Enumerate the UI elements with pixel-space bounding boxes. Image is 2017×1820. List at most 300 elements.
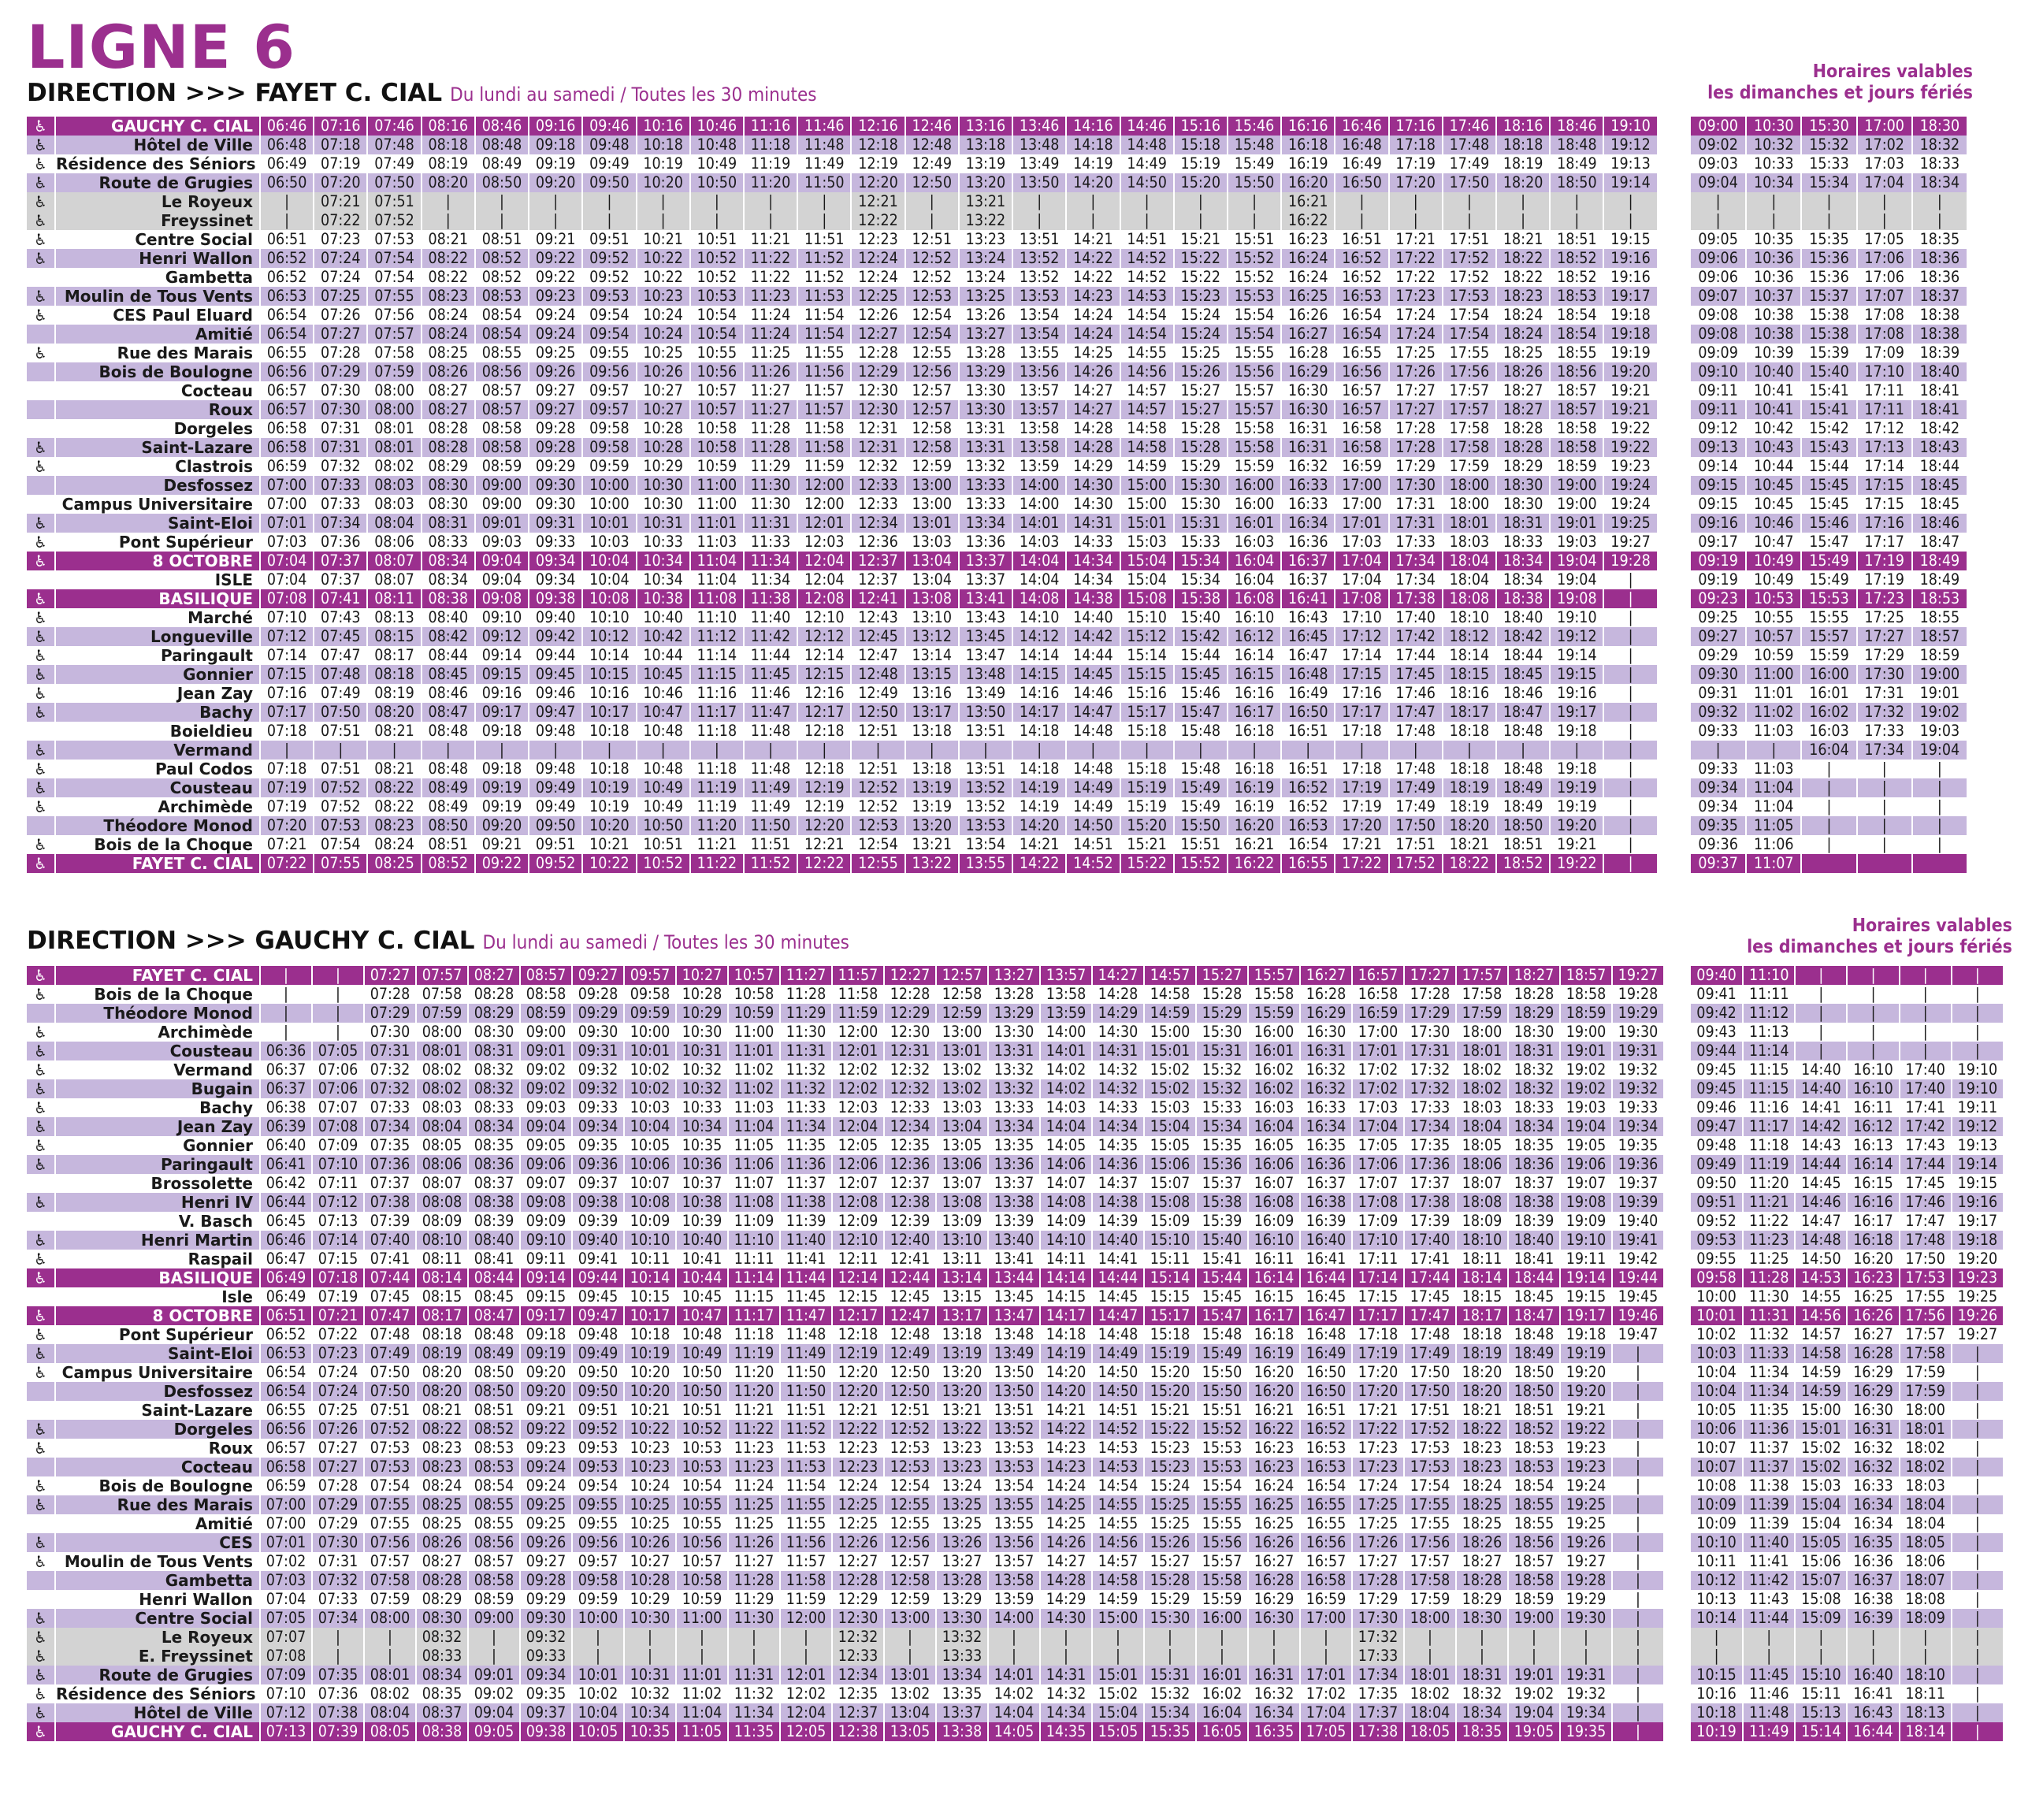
departure-time: 16:51 bbox=[1281, 722, 1335, 741]
sunday-timetable-row bbox=[1691, 1004, 2004, 1023]
departure-time: | bbox=[1443, 192, 1496, 211]
departure-time: 11:07 bbox=[728, 1174, 780, 1193]
departure-time: 12:36 bbox=[884, 1155, 936, 1174]
departure-time: 07:25 bbox=[312, 1401, 364, 1420]
no-accessibility-icon bbox=[27, 419, 55, 438]
stop-name: Jean Zay bbox=[55, 684, 260, 703]
departure-time: 11:11 bbox=[728, 1250, 780, 1268]
sunday-departure-time: 18:53 bbox=[1912, 589, 1967, 608]
departure-time: 18:48 bbox=[1496, 760, 1550, 778]
sunday-departure-time: 15:00 bbox=[1795, 1401, 1847, 1420]
sunday-departure-time: 09:52 bbox=[1691, 1212, 1743, 1231]
departure-time: 09:58 bbox=[582, 419, 636, 438]
departure-time: 11:35 bbox=[728, 1722, 780, 1741]
sunday-departure-time: 17:12 bbox=[1857, 419, 1912, 438]
departure-time: 09:38 bbox=[529, 589, 582, 608]
departure-time: 18:04 bbox=[1456, 1117, 1508, 1136]
departure-time: 12:11 bbox=[832, 1250, 884, 1268]
departure-time: 08:44 bbox=[422, 646, 475, 665]
sunday-departure-time: 09:13 bbox=[1691, 438, 1746, 457]
departure-time: 18:31 bbox=[1508, 1042, 1560, 1060]
departure-time: 12:38 bbox=[884, 1193, 936, 1212]
departure-time: 08:52 bbox=[468, 1420, 520, 1439]
departure-time: | bbox=[797, 192, 851, 211]
departure-time: 07:55 bbox=[364, 1514, 416, 1533]
departure-time: 18:50 bbox=[1508, 1382, 1560, 1401]
sunday-departure-time: 11:01 bbox=[1746, 684, 1801, 703]
departure-time: 14:55 bbox=[1092, 1514, 1144, 1533]
sunday-departure-time: | bbox=[1952, 1042, 2004, 1060]
departure-time: 12:00 bbox=[832, 1023, 884, 1042]
departure-time: 14:01 bbox=[988, 1666, 1040, 1684]
departure-time: 14:29 bbox=[1066, 457, 1120, 476]
sunday-departure-time: 17:53 bbox=[1900, 1268, 1952, 1287]
sunday-departure-time: 15:40 bbox=[1801, 362, 1856, 381]
departure-time: 07:51 bbox=[367, 192, 421, 211]
departure-time: 18:52 bbox=[1496, 854, 1550, 873]
departure-time: 09:38 bbox=[572, 1193, 624, 1212]
departure-time: 19:15 bbox=[1603, 230, 1657, 249]
sunday-departure-time: 18:08 bbox=[1900, 1590, 1952, 1609]
departure-time: 13:04 bbox=[884, 1703, 936, 1722]
departure-time: 10:52 bbox=[690, 268, 744, 287]
departure-time: 13:40 bbox=[988, 1231, 1040, 1250]
departure-time: | bbox=[1335, 741, 1388, 760]
departure-time: 09:07 bbox=[520, 1174, 572, 1193]
sunday-departure-time: 10:00 bbox=[1691, 1287, 1743, 1306]
departure-time: | bbox=[676, 1628, 728, 1647]
departure-time: 13:41 bbox=[988, 1250, 1040, 1268]
departure-time: 13:38 bbox=[988, 1193, 1040, 1212]
departure-time: 18:26 bbox=[1456, 1533, 1508, 1552]
sunday-timetable-row bbox=[1691, 722, 1967, 741]
sunday-timetable-row bbox=[1691, 381, 1967, 400]
departure-time: 13:56 bbox=[988, 1533, 1040, 1552]
departure-time: 07:29 bbox=[312, 1514, 364, 1533]
departure-time: 07:49 bbox=[314, 684, 367, 703]
sunday-departure-time: 19:11 bbox=[1952, 1098, 2004, 1117]
departure-time: 18:54 bbox=[1550, 325, 1603, 344]
departure-time: 09:26 bbox=[529, 362, 582, 381]
departure-time: 13:54 bbox=[1012, 306, 1066, 325]
departure-time: 06:51 bbox=[260, 1306, 312, 1325]
departure-time: 16:23 bbox=[1248, 1439, 1300, 1458]
departure-time: 16:33 bbox=[1281, 495, 1335, 514]
departure-time: 19:30 bbox=[1612, 1023, 1664, 1042]
departure-time: 16:41 bbox=[1281, 589, 1335, 608]
sunday-departure-time: 17:34 bbox=[1857, 741, 1912, 760]
sunday-departure-time: 11:00 bbox=[1746, 665, 1801, 684]
departure-time: 11:46 bbox=[797, 117, 851, 136]
sunday-departure-time: 16:03 bbox=[1801, 722, 1856, 741]
sunday-departure-time: 16:25 bbox=[1847, 1287, 1899, 1306]
timetable-row bbox=[27, 495, 1658, 514]
departure-time: 10:59 bbox=[676, 1590, 728, 1609]
wheelchair-accessible-icon: ♿ bbox=[27, 608, 55, 627]
sunday-departure-time: 14:47 bbox=[1795, 1212, 1847, 1231]
wheelchair-accessible-icon: ♿ bbox=[27, 985, 55, 1004]
departure-time: 14:25 bbox=[1040, 1495, 1092, 1514]
departure-time: 14:52 bbox=[1120, 268, 1174, 287]
departure-time: 07:30 bbox=[364, 1023, 416, 1042]
departure-time: 18:56 bbox=[1550, 362, 1603, 381]
departure-time: 16:00 bbox=[1228, 476, 1281, 495]
departure-time: 18:34 bbox=[1508, 1117, 1560, 1136]
sunday-timetable-row bbox=[1691, 854, 1967, 873]
sunday-timetable-row bbox=[1691, 1533, 2004, 1552]
sunday-departure-time: 11:35 bbox=[1743, 1401, 1795, 1420]
departure-time: 10:22 bbox=[582, 854, 636, 873]
departure-time: 10:22 bbox=[637, 249, 690, 268]
departure-time: 14:10 bbox=[1012, 608, 1066, 627]
departure-time: 08:01 bbox=[364, 1666, 416, 1684]
departure-time: 09:15 bbox=[520, 1287, 572, 1306]
departure-time: 15:32 bbox=[1196, 1079, 1248, 1098]
sunday-departure-time: 14:40 bbox=[1795, 1079, 1847, 1098]
departure-time: | bbox=[1508, 1628, 1560, 1647]
departure-time: 10:30 bbox=[637, 476, 690, 495]
departure-time: | bbox=[1389, 211, 1443, 230]
departure-time: 07:55 bbox=[367, 287, 421, 306]
sunday-departure-time: 11:42 bbox=[1743, 1571, 1795, 1590]
departure-time: 09:19 bbox=[529, 154, 582, 173]
sunday-departure-time: 10:09 bbox=[1691, 1514, 1743, 1533]
departure-time: 18:00 bbox=[1443, 476, 1496, 495]
departure-time: 13:03 bbox=[905, 533, 959, 552]
departure-time: 09:52 bbox=[582, 249, 636, 268]
departure-time: 18:17 bbox=[1456, 1306, 1508, 1325]
departure-time: 13:02 bbox=[936, 1079, 988, 1098]
departure-time: 13:05 bbox=[884, 1722, 936, 1741]
departure-time: 14:54 bbox=[1120, 325, 1174, 344]
sunday-departure-time: | bbox=[1746, 741, 1801, 760]
departure-time: | bbox=[1603, 703, 1657, 722]
departure-time: 17:49 bbox=[1443, 154, 1496, 173]
departure-time: | bbox=[1443, 741, 1496, 760]
sunday-departure-time: 11:10 bbox=[1743, 966, 1795, 985]
sunday-departure-time: 16:39 bbox=[1847, 1609, 1899, 1628]
departure-time: 10:48 bbox=[637, 760, 690, 778]
departure-time: 19:20 bbox=[1560, 1363, 1612, 1382]
departure-time: 15:50 bbox=[1228, 173, 1281, 192]
wheelchair-accessible-icon: ♿ bbox=[27, 1098, 55, 1117]
sunday-departure-time bbox=[1857, 854, 1912, 873]
departure-time: | bbox=[1612, 1590, 1664, 1609]
departure-time: | bbox=[312, 1647, 364, 1666]
timetable-row bbox=[27, 1647, 1664, 1666]
sunday-timetable-row bbox=[1691, 552, 1967, 570]
departure-time: 13:45 bbox=[988, 1287, 1040, 1306]
departure-time: 14:07 bbox=[1040, 1174, 1092, 1193]
departure-time: 17:07 bbox=[1352, 1174, 1404, 1193]
departure-time: 09:29 bbox=[529, 457, 582, 476]
departure-time: 15:30 bbox=[1144, 1609, 1196, 1628]
departure-time: | bbox=[314, 741, 367, 760]
departure-time: 08:27 bbox=[422, 400, 475, 419]
sunday-timetable-row bbox=[1691, 1231, 2004, 1250]
sunday-timetable-row bbox=[1691, 154, 1967, 173]
sunday-departure-time: 18:59 bbox=[1912, 646, 1967, 665]
departure-time: 12:10 bbox=[832, 1231, 884, 1250]
departure-time: 09:54 bbox=[572, 1476, 624, 1495]
departure-time: 14:16 bbox=[1012, 684, 1066, 703]
wheelchair-accessible-icon: ♿ bbox=[27, 136, 55, 154]
departure-time: 11:34 bbox=[728, 1703, 780, 1722]
sunday-departure-time: 17:57 bbox=[1900, 1325, 1952, 1344]
sunday-departure-time: 14:44 bbox=[1795, 1155, 1847, 1174]
departure-time: 07:57 bbox=[416, 966, 468, 985]
departure-time: 10:04 bbox=[582, 570, 636, 589]
timetable-row bbox=[27, 778, 1658, 797]
departure-time: 18:18 bbox=[1443, 760, 1496, 778]
departure-time: 08:24 bbox=[422, 306, 475, 325]
departure-time: 14:48 bbox=[1066, 760, 1120, 778]
departure-time: 12:07 bbox=[832, 1174, 884, 1193]
departure-time: 16:28 bbox=[1248, 1571, 1300, 1590]
departure-time: 15:57 bbox=[1228, 400, 1281, 419]
departure-time: 18:48 bbox=[1496, 722, 1550, 741]
departure-time: 17:37 bbox=[1404, 1174, 1456, 1193]
departure-time: 07:05 bbox=[312, 1042, 364, 1060]
departure-time: 11:30 bbox=[728, 1609, 780, 1628]
departure-time: 10:10 bbox=[624, 1231, 676, 1250]
departure-time: 07:04 bbox=[260, 570, 314, 589]
departure-time: 10:28 bbox=[637, 438, 690, 457]
sunday-departure-time: | bbox=[1900, 1004, 1952, 1023]
departure-time: 12:43 bbox=[851, 608, 904, 627]
sunday-departure-time: 16:31 bbox=[1847, 1420, 1899, 1439]
sunday-departure-time: 16:43 bbox=[1847, 1703, 1899, 1722]
departure-time: 16:08 bbox=[1228, 589, 1281, 608]
departure-time: 10:51 bbox=[676, 1401, 728, 1420]
sunday-timetable-row bbox=[1691, 646, 1967, 665]
departure-time: 14:53 bbox=[1120, 287, 1174, 306]
wheelchair-accessible-icon: ♿ bbox=[27, 1609, 55, 1628]
departure-time: 06:49 bbox=[260, 1268, 312, 1287]
departure-time: 14:05 bbox=[1040, 1136, 1092, 1155]
departure-time: 11:18 bbox=[744, 136, 797, 154]
departure-time: 08:57 bbox=[468, 1552, 520, 1571]
departure-time: 10:05 bbox=[572, 1722, 624, 1741]
departure-time: 15:34 bbox=[1174, 552, 1228, 570]
departure-time: 13:27 bbox=[959, 325, 1012, 344]
departure-time: 09:30 bbox=[520, 1609, 572, 1628]
departure-time: 17:31 bbox=[1404, 1042, 1456, 1060]
departure-time: 14:14 bbox=[1040, 1268, 1092, 1287]
departure-time: 11:24 bbox=[744, 306, 797, 325]
sunday-departure-time: 16:32 bbox=[1847, 1458, 1899, 1476]
departure-time: 18:53 bbox=[1508, 1439, 1560, 1458]
sunday-departure-time: 16:34 bbox=[1847, 1514, 1899, 1533]
sunday-table-to-fayet bbox=[1691, 117, 1968, 873]
sunday-timetable-row bbox=[1691, 400, 1967, 419]
departure-time: 12:55 bbox=[884, 1514, 936, 1533]
sunday-departure-time: | bbox=[1952, 1666, 2004, 1684]
sunday-departure-time: 11:15 bbox=[1743, 1060, 1795, 1079]
departure-time: 10:49 bbox=[637, 797, 690, 816]
departure-time: 08:52 bbox=[475, 268, 529, 287]
departure-time: 13:23 bbox=[959, 230, 1012, 249]
sunday-timetable-row bbox=[1691, 1117, 2004, 1136]
timetable-row bbox=[27, 476, 1658, 495]
departure-time: 19:08 bbox=[1550, 589, 1603, 608]
stop-name: Dorgeles bbox=[55, 1420, 260, 1439]
departure-time: 11:08 bbox=[728, 1193, 780, 1212]
departure-time: 15:00 bbox=[1120, 495, 1174, 514]
departure-time: 17:35 bbox=[1404, 1136, 1456, 1155]
departure-time: 10:45 bbox=[676, 1287, 728, 1306]
departure-time: 10:51 bbox=[690, 230, 744, 249]
sunday-departure-time: 17:31 bbox=[1857, 684, 1912, 703]
direction-label: DIRECTION >>> FAYET C. CIAL bbox=[27, 79, 443, 107]
departure-time: 17:51 bbox=[1389, 835, 1443, 854]
sunday-departure-time: | bbox=[1952, 1363, 2004, 1382]
departure-time: 10:22 bbox=[637, 268, 690, 287]
departure-time: 06:55 bbox=[260, 1401, 312, 1420]
stop-name: Henri Martin bbox=[55, 1231, 260, 1250]
departure-time: | bbox=[582, 211, 636, 230]
departure-time: 18:37 bbox=[1508, 1174, 1560, 1193]
departure-time: 16:24 bbox=[1281, 249, 1335, 268]
departure-time: 14:22 bbox=[1040, 1420, 1092, 1439]
sunday-departure-time: | bbox=[1847, 1042, 1899, 1060]
wheelchair-accessible-icon: ♿ bbox=[27, 533, 55, 552]
departure-time: 09:17 bbox=[520, 1306, 572, 1325]
departure-time: 15:55 bbox=[1196, 1514, 1248, 1533]
departure-time: 19:19 bbox=[1550, 797, 1603, 816]
departure-time: 16:41 bbox=[1300, 1250, 1352, 1268]
departure-time: 15:08 bbox=[1144, 1193, 1196, 1212]
departure-time: 16:14 bbox=[1228, 646, 1281, 665]
sunday-departure-time: 16:00 bbox=[1801, 665, 1856, 684]
departure-time: 15:30 bbox=[1174, 495, 1228, 514]
departure-time: 09:03 bbox=[520, 1098, 572, 1117]
departure-time: 17:53 bbox=[1404, 1439, 1456, 1458]
departure-time: 17:11 bbox=[1352, 1250, 1404, 1268]
departure-time: 07:48 bbox=[314, 665, 367, 684]
departure-time: 10:04 bbox=[572, 1703, 624, 1722]
departure-time: 07:23 bbox=[312, 1344, 364, 1363]
departure-time: 19:22 bbox=[1603, 419, 1657, 438]
departure-time: 10:37 bbox=[676, 1174, 728, 1193]
departure-time: 17:31 bbox=[1389, 514, 1443, 533]
departure-time: 12:18 bbox=[797, 722, 851, 741]
departure-time: 07:27 bbox=[314, 325, 367, 344]
departure-time: 17:22 bbox=[1352, 1420, 1404, 1439]
departure-time: | bbox=[260, 966, 312, 985]
sunday-departure-time: | bbox=[1952, 1571, 2004, 1590]
departure-time: 13:57 bbox=[1012, 400, 1066, 419]
departure-time: 13:58 bbox=[1012, 419, 1066, 438]
wheelchair-accessible-icon: ♿ bbox=[27, 154, 55, 173]
timetable-row bbox=[27, 1023, 1664, 1042]
departure-time: 15:26 bbox=[1174, 362, 1228, 381]
sunday-departure-time: 19:18 bbox=[1952, 1231, 2004, 1250]
departure-time: | bbox=[1120, 192, 1174, 211]
sunday-departure-time: 09:35 bbox=[1691, 816, 1746, 835]
departure-time: 18:53 bbox=[1508, 1458, 1560, 1476]
departure-time: 06:53 bbox=[260, 1344, 312, 1363]
departure-time: 12:35 bbox=[884, 1136, 936, 1155]
stop-name: Cocteau bbox=[55, 381, 260, 400]
departure-time: 10:23 bbox=[637, 287, 690, 306]
sunday-departure-time: 11:39 bbox=[1743, 1495, 1795, 1514]
departure-time: 19:11 bbox=[1560, 1250, 1612, 1268]
wheelchair-accessible-icon: ♿ bbox=[27, 1363, 55, 1382]
departure-time: 10:15 bbox=[624, 1287, 676, 1306]
departure-time: 13:28 bbox=[959, 344, 1012, 362]
sunday-departure-time: 10:47 bbox=[1746, 533, 1801, 552]
departure-time: 12:09 bbox=[832, 1212, 884, 1231]
stop-name: Brossolette bbox=[55, 1174, 260, 1193]
departure-time: 16:59 bbox=[1300, 1590, 1352, 1609]
sunday-departure-time: 11:22 bbox=[1743, 1212, 1795, 1231]
departure-time: 18:57 bbox=[1508, 1552, 1560, 1571]
departure-time: 16:52 bbox=[1281, 778, 1335, 797]
timetable-row bbox=[27, 1552, 1664, 1571]
sunday-departure-time: 10:44 bbox=[1746, 457, 1801, 476]
sunday-departure-time: 10:18 bbox=[1691, 1703, 1743, 1722]
departure-time: 10:56 bbox=[690, 362, 744, 381]
departure-time: 10:51 bbox=[637, 835, 690, 854]
departure-time: 10:41 bbox=[676, 1250, 728, 1268]
departure-time: 08:33 bbox=[468, 1098, 520, 1117]
departure-time: 09:48 bbox=[582, 136, 636, 154]
departure-time: 19:41 bbox=[1612, 1231, 1664, 1250]
departure-time: 06:45 bbox=[260, 1212, 312, 1231]
departure-time: 17:24 bbox=[1389, 325, 1443, 344]
departure-time: 12:53 bbox=[851, 816, 904, 835]
departure-time: 08:44 bbox=[468, 1268, 520, 1287]
timetable-row bbox=[27, 1684, 1664, 1703]
departure-time: 14:08 bbox=[1012, 589, 1066, 608]
departure-time: 09:48 bbox=[529, 722, 582, 741]
departure-time: 07:00 bbox=[260, 476, 314, 495]
sunday-departure-time: 11:43 bbox=[1743, 1590, 1795, 1609]
departure-time: | bbox=[1174, 741, 1228, 760]
wheelchair-accessible-icon: ♿ bbox=[27, 173, 55, 192]
departure-time: 19:35 bbox=[1560, 1722, 1612, 1741]
departure-time: 07:53 bbox=[364, 1439, 416, 1458]
sunday-departure-time: 16:10 bbox=[1847, 1079, 1899, 1098]
departure-time: | bbox=[1612, 1420, 1664, 1439]
sunday-departure-time: 10:07 bbox=[1691, 1439, 1743, 1458]
departure-time: 16:32 bbox=[1281, 457, 1335, 476]
departure-time: 07:54 bbox=[367, 249, 421, 268]
departure-time: 08:28 bbox=[422, 438, 475, 457]
departure-time: 15:53 bbox=[1196, 1458, 1248, 1476]
departure-time: 15:05 bbox=[1092, 1722, 1144, 1741]
stop-name: BASILIQUE bbox=[55, 589, 260, 608]
stop-name: Raspail bbox=[55, 1250, 260, 1268]
departure-time: | bbox=[1228, 192, 1281, 211]
departure-time: 16:40 bbox=[1300, 1231, 1352, 1250]
departure-time: 13:21 bbox=[905, 835, 959, 854]
departure-time: 10:59 bbox=[690, 457, 744, 476]
departure-time: 17:33 bbox=[1352, 1647, 1404, 1666]
departure-time: 13:09 bbox=[936, 1212, 988, 1231]
departure-time: 17:47 bbox=[1404, 1306, 1456, 1325]
departure-time: 11:48 bbox=[744, 722, 797, 741]
departure-time: 19:02 bbox=[1508, 1684, 1560, 1703]
departure-time: 07:50 bbox=[364, 1382, 416, 1401]
departure-time: 17:29 bbox=[1352, 1590, 1404, 1609]
no-accessibility-icon bbox=[27, 325, 55, 344]
departure-time: 17:32 bbox=[1352, 1628, 1404, 1647]
departure-time: 18:08 bbox=[1456, 1193, 1508, 1212]
departure-time: 08:22 bbox=[367, 797, 421, 816]
departure-time: 11:38 bbox=[780, 1193, 832, 1212]
